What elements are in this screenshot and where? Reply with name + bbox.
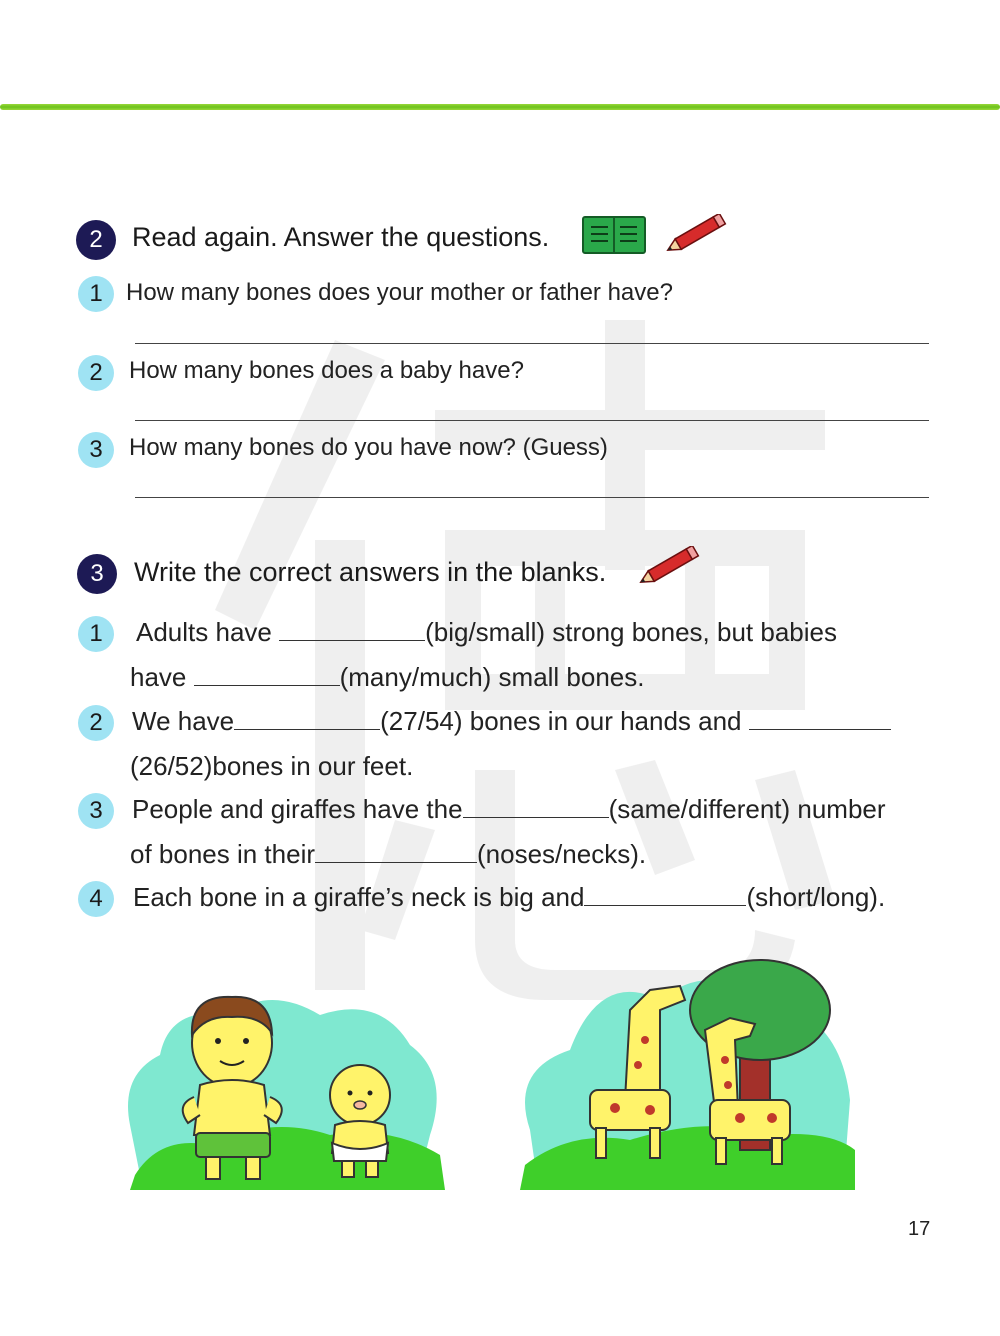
answer-line[interactable] <box>135 343 929 344</box>
sentence-text: (big/small) strong bones, but babies <box>425 617 837 647</box>
sentence-line <box>132 794 886 825</box>
sentence-text: People and giraffes have the <box>132 794 463 824</box>
question-text: How many bones do you have now? (Guess) <box>129 434 608 461</box>
sentence-line <box>130 751 413 782</box>
question-number-badge: 1 <box>78 276 114 312</box>
answer-blank[interactable] <box>584 883 746 906</box>
section-number-badge: 2 <box>76 220 116 260</box>
answer-blank[interactable] <box>463 795 609 818</box>
answer-blank[interactable] <box>279 618 425 641</box>
answer-blank[interactable] <box>749 707 891 730</box>
page-number: 17 <box>908 1218 931 1240</box>
sentence-text: have <box>130 662 194 692</box>
item-number-badge: 4 <box>78 881 114 917</box>
section-title: Write the correct answers in the blanks. <box>134 557 607 587</box>
answer-blank[interactable] <box>194 663 340 686</box>
question-text: How many bones does your mother or father have? <box>126 279 673 306</box>
answer-blank[interactable] <box>234 707 380 730</box>
item-number-badge: 1 <box>78 616 114 652</box>
father-and-baby-illustration <box>120 985 450 1195</box>
sentence-text: (short/long). <box>746 882 886 912</box>
giraffes-and-tree-illustration <box>510 950 860 1195</box>
sentence-text: (noses/necks). <box>477 839 647 869</box>
sentence-text: We have <box>132 706 235 736</box>
sentence-text: of bones in their <box>130 839 316 869</box>
answer-blank[interactable] <box>315 840 477 863</box>
sentence-text: (many/much) small bones. <box>339 662 645 692</box>
sentence-text: Each bone in a giraffe’s neck is big and <box>133 882 585 912</box>
header-rule <box>0 104 1000 110</box>
sentence-text: Adults have <box>136 617 280 647</box>
sentence-text: (27/54) bones in our hands and <box>380 706 749 736</box>
question-number-badge: 3 <box>78 432 114 468</box>
pencil-icon <box>662 214 730 256</box>
question-text: How many bones does a baby have? <box>129 357 524 384</box>
pencil-icon <box>635 546 703 588</box>
section-title: Read again. Answer the questions. <box>132 222 550 252</box>
item-number-badge: 3 <box>78 793 114 829</box>
item-number-badge: 2 <box>78 705 114 741</box>
sentence-line <box>130 839 646 870</box>
sentence-line <box>132 706 891 737</box>
answer-line[interactable] <box>135 497 929 498</box>
sentence-line <box>136 617 837 648</box>
sentence-text: (26/52)bones in our feet. <box>130 751 414 781</box>
sentence-text: (same/different) number <box>608 794 886 824</box>
answer-line[interactable] <box>135 420 929 421</box>
sentence-line <box>133 882 885 913</box>
section-number-badge: 3 <box>77 554 117 594</box>
book-icon <box>582 215 646 255</box>
sentence-line <box>130 662 645 693</box>
question-number-badge: 2 <box>78 355 114 391</box>
